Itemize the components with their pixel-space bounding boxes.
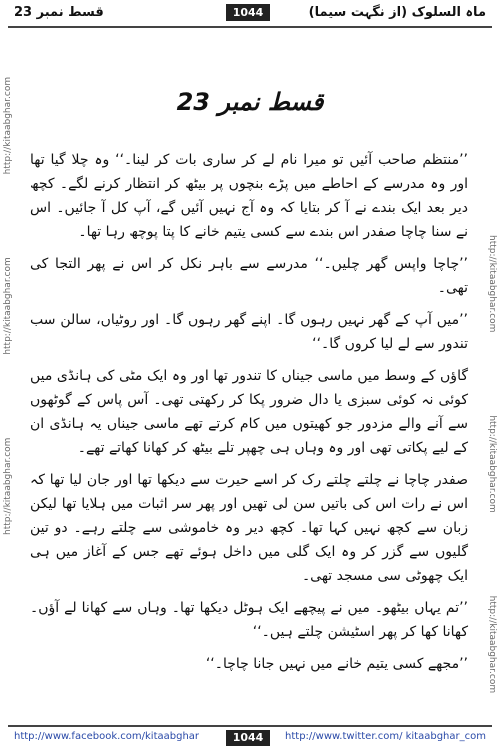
left-side-watermark	[3, 76, 13, 575]
footer-divider	[8, 725, 492, 727]
side-url: http://kitaabghar.com	[487, 235, 497, 333]
side-url: http://kitaabghar.com	[487, 415, 497, 513]
header-episode-label: قسط نمبر 23	[14, 5, 104, 20]
header-page-number: 1044	[226, 4, 270, 21]
right-side-watermark	[487, 195, 497, 694]
book-title: ماہ السلوک (از نگہت سیما)	[308, 5, 486, 20]
body-text	[30, 148, 468, 684]
paragraph: ’’چاچا واپس گھر چلیں۔‘‘ مدرسے سے باہر نکل کر اس نے پھر التجا کی تھی۔	[30, 256, 468, 296]
episode-heading: قسط نمبر 23	[176, 88, 324, 116]
paragraph: ’’منتظم صاحب آئیں تو میرا نام لے کر ساری بات کر لینا۔‘‘ وہ چلا گیا تھا اور وہ مدرسے کے احاطے میں پڑے بنچوں پر بیٹھ کر انتظار کرنے لگے۔ کچھ دیر بعد ایک بندے نے آ کر بتایا کہ وہ آج نہیں آئیں گے، آپ کل آ جائیں۔ اس نے سنا چاچا صفدر اس بندے سے کسی یتیم خانے کا پتا پوچھ رہا تھا۔	[30, 152, 468, 240]
side-url: http://kitaabghar.com	[487, 595, 497, 694]
paragraph: صفدر چاچا نے چلتے چلتے رک کر اسے حیرت سے دیکھا تھا اور جان لیا تھا کہ اس نے رات اس کی باتیں سن لی تھیں اور پھر سر اثبات میں ہلایا تھا لیکن زبان سے کچھ نہیں کہا تھا۔ کچھ دیر وہ خاموشی سے چلتے رہے۔ دو تین گلیوں سے گزر کر وہ ایک گلی میں داخل ہوئے تھے جس کے آغاز میں ہی ایک چھوٹی سی مسجد تھی۔	[30, 472, 468, 584]
header-divider	[8, 26, 492, 28]
facebook-link[interactable]: http://www.facebook.com/kitaabghar	[14, 731, 200, 742]
twitter-link[interactable]: http://www.twitter.com/ kitaabghar_com	[285, 731, 486, 742]
side-url: http://kitaabghar.com	[3, 76, 13, 175]
paragraph: ’’میں آپ کے گھر نہیں رہوں گا۔ اپنے گھر رہوں گا۔ اور روٹیاں، سالن سب تندور سے لے لیا کروں گا۔‘‘	[30, 312, 468, 352]
paragraph: ’’تم یہاں بیٹھو۔ میں نے پیچھے ایک ہوٹل دیکھا تھا۔ وہاں سے کھانا لے آؤں۔ کھانا کھا کر پھر اسٹیشن چلتے ہیں۔‘‘	[30, 600, 468, 640]
paragraph: گاؤں کے وسط میں ماسی جیناں کا تندور تھا اور وہ ایک مٹی کی ہانڈی میں کوئی نہ کوئی سبزی یا دال ضرور پکا کر رکھتی تھی۔ آس پاس کے گوٹھوں سے آنے والے مزدور جو کھیتوں میں کام کرتے تھے ماسی جیناں یہ ہانڈی ان کے لیے پکاتی تھی اور وہ وہاں ہی چھپر تلے بیٹھ کر کھانا کھاتے تھے۔	[30, 368, 468, 456]
side-url: http://kitaabghar.com	[3, 437, 13, 535]
footer-page-number: 1044	[226, 730, 270, 746]
page-header	[0, 0, 500, 28]
paragraph: ’’مجھے کسی یتیم خانے میں نہیں جانا چاچا۔‘‘	[205, 656, 468, 672]
side-url: http://kitaabghar.com	[3, 257, 13, 355]
